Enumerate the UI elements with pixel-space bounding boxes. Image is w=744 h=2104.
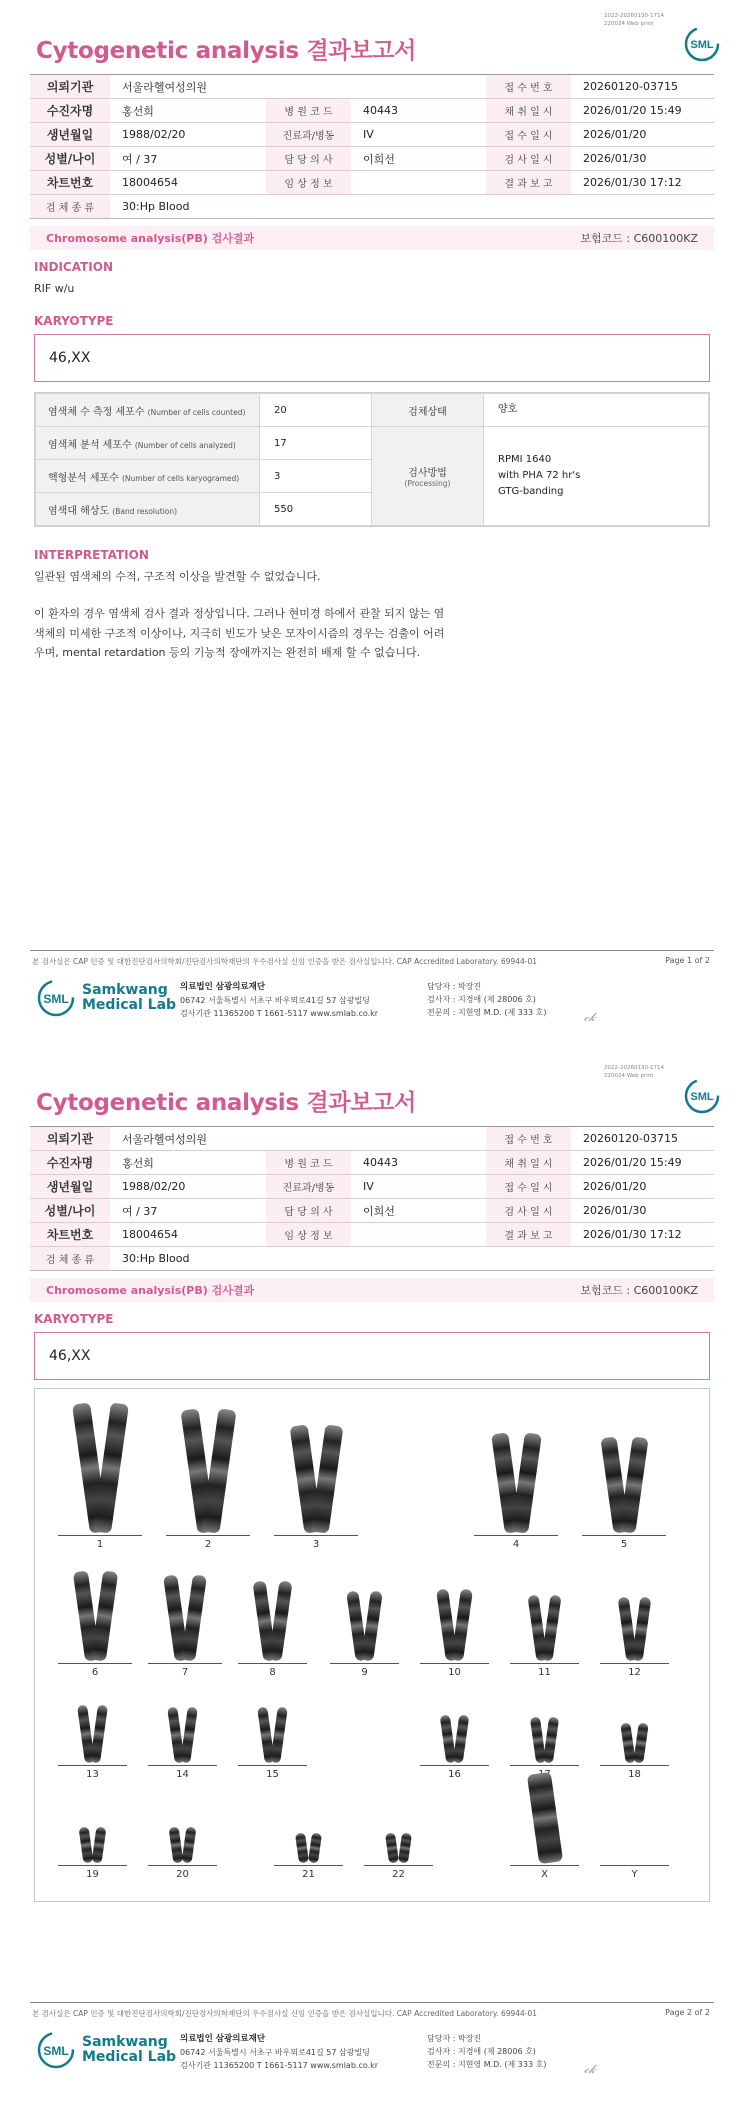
label-specimen-status: 검체상태 (372, 394, 484, 427)
value-tested: 2026/01/30 (583, 152, 647, 165)
value-doctor: 이희선 (363, 152, 395, 166)
label-clinical: 임 상 정 보 (266, 171, 351, 194)
chromatid-14-2 (180, 1707, 198, 1764)
interpretation-text: 이 환자의 경우 염색체 검사 결과 정상입니다. 그러나 현미경 하에서 관찰 되지 않는 염색체의 미세한 구조적 이상이나, 지극히 빈도가 낮은 모자이시즘의 경우는 검출이 어려우며, mental retardation 등의 기능적 장애까지는 완전히 배제 할 수 없습니다. (34, 607, 445, 659)
result-bar-title: Chromosome analysis(PB) 검사결과 (46, 1284, 255, 1297)
label-sampled: 채 취 일 시 (486, 99, 571, 122)
label-patient: 수진자명 (30, 1151, 110, 1174)
label-ward-code: 병 원 코 드 (266, 99, 351, 122)
org-info: 의료법인 삼광의료재단 06742 서울특별시 서초구 바우뫼로41길 57 삼광빌딩 검사기관 11365200 T 1661-5117 www.smlab.co.kr (180, 2034, 379, 2070)
value-doctor: 이희선 (363, 1204, 395, 1218)
value-patient: 홍선희 (122, 1156, 154, 1170)
label-specimen: 검 체 종 류 (30, 195, 110, 218)
label-sex-age: 성별/나이 (30, 1199, 110, 1222)
value-sex-age: 여 / 37 (122, 1204, 158, 1218)
chromosome-label: 1 (96, 1539, 104, 1550)
value-ward-code: 40443 (363, 104, 398, 117)
chromosome-label: 8 (269, 1667, 276, 1678)
chromosome-label: 7 (181, 1667, 189, 1678)
value-received: 2026/01/20 (583, 1180, 647, 1193)
value-processing: RPMI 1640 with PHA 72 hr's GTG-banding (484, 427, 709, 526)
signature: 𝒸𝓀 (584, 2062, 596, 2076)
sml-footer-logo-icon (36, 2030, 76, 2070)
org-info: 의료법인 삼광의료재단 06742 서울특별시 서초구 바우뫼로41길 57 삼광빌딩 검사기관 11365200 T 1661-5117 www.smlab.co.kr (180, 982, 379, 1018)
label-dept: 진료과/병동 (266, 123, 351, 146)
label-ward-code: 병 원 코 드 (266, 1151, 351, 1174)
chromatid-22-1 (385, 1832, 399, 1863)
value-band-resolution: 550 (260, 493, 372, 526)
chromosome-18 (597, 1723, 672, 1780)
value-received: 2026/01/20 (583, 128, 647, 141)
chromosome-label: 15 (266, 1769, 279, 1780)
page-number: Page 2 of 2 (665, 2008, 710, 2017)
value-chart: 18004654 (122, 176, 178, 189)
chromosome-13 (55, 1705, 130, 1780)
chromosome-8 (235, 1581, 310, 1678)
value-dept: IV (363, 128, 374, 141)
chromosome-14 (145, 1707, 220, 1780)
sml-footer-logo-icon (36, 978, 76, 1018)
chromosome-label: 6 (91, 1667, 99, 1678)
sml-logo-icon (684, 26, 720, 62)
chromosome-label: 10 (448, 1667, 461, 1678)
chromatid-5-2 (619, 1436, 648, 1533)
value-patient: 홍선희 (122, 104, 154, 118)
chromosome-label: 20 (176, 1869, 189, 1880)
karyotype-box: 46,XX (34, 334, 710, 382)
svg-text:SML: SML (43, 992, 69, 1006)
chromatid-18-2 (633, 1722, 648, 1763)
value-birth: 1988/02/20 (122, 1180, 186, 1193)
chromosome-label: 2 (204, 1539, 212, 1550)
chromatid-9-2 (361, 1591, 382, 1662)
value-sampled: 2026/01/20 15:49 (583, 1156, 682, 1169)
chromosome-15 (235, 1707, 310, 1780)
chromosome-3 (271, 1425, 361, 1550)
label-dept: 진료과/병동 (266, 1175, 351, 1198)
value-reported: 2026/01/30 17:12 (583, 1228, 682, 1241)
value-receipt-no: 20260120-03715 (583, 80, 678, 93)
chromosome-5 (579, 1437, 669, 1550)
chromosome-x (507, 1773, 582, 1880)
footer-divider (30, 2002, 714, 2003)
patient-info-table (30, 1126, 714, 1271)
value-institution: 서울라헬여성의원 (122, 80, 208, 94)
chromatid-10-2 (451, 1589, 473, 1662)
chromosome-7 (145, 1575, 225, 1678)
result-bar (30, 226, 714, 250)
value-dept: IV (363, 1180, 374, 1193)
value-specimen: 30:Hp Blood (122, 200, 190, 213)
label-band-resolution: 염색대 해상도 (Band resolution) (36, 493, 260, 526)
value-cells-karyogramed: 3 (260, 460, 372, 493)
label-receipt-no: 접 수 번 호 (486, 1127, 571, 1150)
chromatid-4-2 (511, 1432, 541, 1533)
page-title: Cytogenetic analysis 결과보고서 (36, 1090, 417, 1116)
value-receipt-no: 20260120-03715 (583, 1132, 678, 1145)
chromosome-9 (327, 1591, 402, 1678)
label-cells-karyogramed: 핵형분석 세포수 (Number of cells karyogramed) (36, 460, 260, 493)
value-cells-analyzed: 17 (260, 427, 372, 460)
chromosome-20 (145, 1827, 220, 1880)
chromosome-label: 11 (538, 1667, 551, 1678)
label-clinical: 임 상 정 보 (266, 1223, 351, 1246)
karyotype-heading: KARYOTYPE (34, 314, 114, 328)
chromosome-11 (507, 1595, 582, 1678)
value-birth: 1988/02/20 (122, 128, 186, 141)
chromosome-21 (271, 1833, 346, 1880)
label-chart: 차트번호 (30, 1223, 110, 1246)
value-institution: 서울라헬여성의원 (122, 1132, 208, 1146)
footer-note: 본 검사실은 CAP 인증 및 대한진단검사의학회/진단검사의학재단의 우수검사실 신임 인증을 받은 검사실입니다. CAP Accredited Laboratory. 69944-01 (32, 2009, 538, 2018)
chromosome-label: 5 (620, 1539, 628, 1550)
chromosome-label: X (541, 1869, 548, 1880)
label-institution: 의뢰기관 (30, 75, 110, 98)
value-specimen-status: 양호 (484, 394, 709, 427)
chromosome-label: 22 (392, 1869, 405, 1880)
interpretation-heading: INTERPRETATION (34, 548, 149, 562)
label-reported: 결 과 보 고 (486, 1223, 571, 1246)
karyotype-heading: KARYOTYPE (34, 1312, 114, 1326)
chromosome-22 (361, 1833, 436, 1880)
chromatid-7-2 (181, 1574, 207, 1661)
chromatid-19-2 (92, 1826, 107, 1863)
karyogram-image (34, 1388, 710, 1902)
chromatid-13-2 (90, 1705, 108, 1764)
chromatid-16-2 (453, 1715, 470, 1764)
chromosome-6 (55, 1571, 135, 1678)
page-title: Cytogenetic analysis 결과보고서 (36, 38, 417, 64)
chromatid-x-1 (526, 1772, 562, 1864)
label-received: 접 수 일 시 (486, 1175, 571, 1198)
print-code: 2022-20260130-1714 220024 Web print (604, 13, 664, 27)
chromosome-y (597, 1853, 672, 1880)
indication-heading: INDICATION (34, 260, 113, 274)
value-specimen: 30:Hp Blood (122, 1252, 190, 1265)
chromatid-20-2 (182, 1826, 197, 1863)
chromosome-1 (55, 1403, 145, 1550)
svg-text:SML: SML (43, 2044, 69, 2058)
label-birth: 생년월일 (30, 1175, 110, 1198)
chromosome-label: 14 (176, 1769, 189, 1780)
label-doctor: 담 당 의 사 (266, 1199, 351, 1222)
interpretation-summary: 일관된 염색체의 수적, 구조적 이상을 발견할 수 없었습니다. (34, 570, 321, 583)
value-tested: 2026/01/30 (583, 1204, 647, 1217)
label-receipt-no: 접 수 번 호 (486, 75, 571, 98)
chromosome-label: 4 (512, 1539, 520, 1550)
value-ward-code: 40443 (363, 1156, 398, 1169)
chromatid-11-2 (541, 1595, 561, 1662)
signature: 𝒸𝓀 (584, 1010, 596, 1024)
chromosome-19 (55, 1827, 130, 1880)
chromosome-label: 13 (86, 1769, 99, 1780)
label-doctor: 담 당 의 사 (266, 147, 351, 170)
chromatid-6-2 (90, 1570, 117, 1661)
value-reported: 2026/01/30 17:12 (583, 176, 682, 189)
chromosome-10 (417, 1589, 492, 1678)
insurance-code: 보험코드 : C600100KZ (580, 232, 698, 245)
chromatid-21-2 (308, 1832, 322, 1863)
label-sampled: 채 취 일 시 (486, 1151, 571, 1174)
chromosome-16 (417, 1715, 492, 1780)
sml-logo-icon (684, 1078, 720, 1114)
label-institution: 의뢰기관 (30, 1127, 110, 1150)
label-specimen: 검 체 종 류 (30, 1247, 110, 1270)
print-code: 2022-20260130-1714 220024 Web print (604, 1065, 664, 1079)
label-patient: 수진자명 (30, 99, 110, 122)
chromosome-label: 16 (448, 1769, 461, 1780)
insurance-code: 보험코드 : C600100KZ (580, 1284, 698, 1297)
chromosome-label: 12 (628, 1667, 641, 1678)
value-chart: 18004654 (122, 1228, 178, 1241)
label-reported: 결 과 보 고 (486, 171, 571, 194)
chromosome-label: Y (631, 1869, 638, 1880)
result-bar-title: Chromosome analysis(PB) 검사결과 (46, 232, 255, 245)
indication-text: RIF w/u (34, 282, 75, 295)
chromosome-4 (471, 1433, 561, 1550)
chromatid-21-1 (295, 1832, 309, 1863)
chromosome-12 (597, 1597, 672, 1678)
label-tested: 검 사 일 시 (486, 1199, 571, 1222)
chromosome-17 (507, 1717, 582, 1780)
chromosome-2 (163, 1409, 253, 1550)
cell-count-table (34, 392, 710, 527)
page-number: Page 1 of 2 (665, 956, 710, 965)
chromosome-label: 3 (312, 1539, 320, 1550)
label-cells-counted: 염색체 수 측정 세포수 (Number of cells counted) (36, 394, 260, 427)
footer-note: 본 검사실은 CAP 인증 및 대한진단검사의학회/진단검사의학재단의 우수검사실 신임 인증을 받은 검사실입니다. CAP Accredited Laboratory. 69944-01 (32, 957, 538, 966)
footer-divider (30, 950, 714, 951)
label-processing: 검사방법 (Processing) (372, 427, 484, 526)
samkwang-logo: SML Samkwang Medical Lab (36, 978, 176, 1018)
svg-text:SML: SML (690, 39, 714, 51)
staff-info: 담당자 : 박장진 검사자 : 지경애 (제 28006 호) 전문의 : 지현영 M.D. (제 333 호) (427, 2034, 547, 2069)
value-sex-age: 여 / 37 (122, 152, 158, 166)
label-birth: 생년월일 (30, 123, 110, 146)
label-chart: 차트번호 (30, 171, 110, 194)
svg-text:SML: SML (690, 1091, 714, 1103)
karyotype-box: 46,XX (34, 1332, 710, 1380)
chromosome-label: 18 (628, 1769, 641, 1780)
label-cells-analyzed: 염색체 분석 세포수 (Number of cells analyzed) (36, 427, 260, 460)
patient-info-table (30, 74, 714, 219)
samkwang-logo: SML Samkwang Medical Lab (36, 2030, 176, 2070)
chromatid-15-2 (270, 1707, 288, 1764)
chromatid-22-2 (398, 1832, 412, 1863)
label-sex-age: 성별/나이 (30, 147, 110, 170)
label-tested: 검 사 일 시 (486, 147, 571, 170)
chromosome-label: 19 (86, 1869, 99, 1880)
label-received: 접 수 일 시 (486, 123, 571, 146)
staff-info: 담당자 : 박장진 검사자 : 지경애 (제 28006 호) 전문의 : 지현영 M.D. (제 333 호) (427, 982, 547, 1017)
chromatid-17-2 (543, 1717, 559, 1764)
chromatid-8-2 (268, 1580, 292, 1661)
chromatid-12-2 (632, 1597, 651, 1662)
chromosome-label: 21 (302, 1869, 315, 1880)
chromosome-label: 9 (361, 1667, 368, 1678)
value-cells-counted: 20 (260, 394, 372, 427)
value-sampled: 2026/01/20 15:49 (583, 104, 682, 117)
result-bar (30, 1278, 714, 1302)
